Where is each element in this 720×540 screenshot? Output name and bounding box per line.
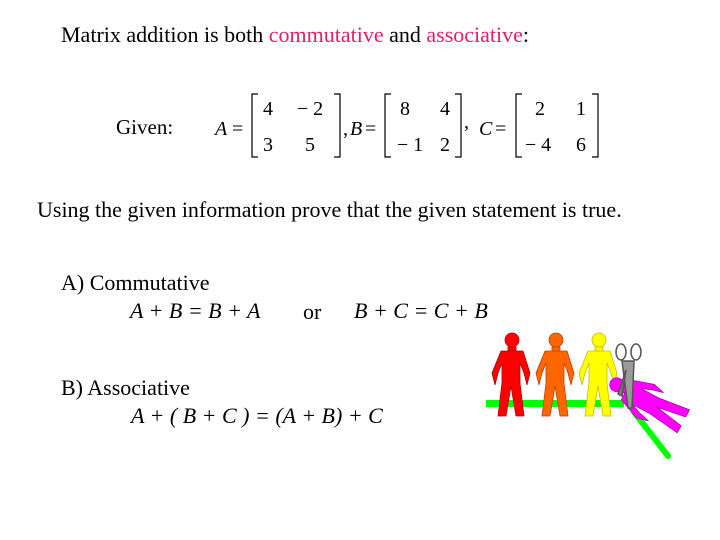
title-word-associative: associative [426,22,523,47]
title-middle: and [383,22,427,47]
matrix-b-cell-1-0: − 1 [396,134,424,156]
matrix-a-comma: , [343,118,348,140]
matrix-c-cell-0-1: 1 [576,98,586,120]
title-suffix: : [522,22,530,47]
matrix-b-cell-0-0: 8 [400,98,410,120]
matrix-b-equals: = [365,118,377,140]
matrix-a-name: A [215,118,228,140]
matrix-a-cell-1-1: 5 [305,134,315,156]
matrix-c-cell-1-1: 6 [576,134,586,156]
section-b-heading: B) Associative [61,375,190,400]
matrix-b-cell-1-1: 2 [440,134,450,156]
section-a-equation-1: A + B = B + A [130,298,261,323]
matrix-a-cell-0-0: 4 [263,98,273,120]
matrix-c-cell-0-0: 2 [535,98,545,120]
matrix-a-cell-1-0: 3 [263,134,273,156]
section-a-equation-2: B + C = C + B [354,298,488,323]
matrix-a-cell-0-1: − 2 [296,98,324,120]
matrix-a-equals: = [232,118,244,140]
instruction-text: Using the given information prove that the given statement is true. [37,197,622,222]
section-a-or: or [303,299,322,324]
matrix-c-equals: = [495,118,507,140]
matrix-b-comma: , [464,111,469,133]
given-label: Given: [116,115,174,139]
matrix-b-name: B [350,118,363,140]
title-word-commutative: commutative [268,22,384,47]
section-b-equation: A + ( B + C ) = (A + B) + C [131,403,383,428]
section-a-heading: A) Commutative [61,270,210,295]
title-prefix: Matrix addition is both [61,22,269,47]
matrix-b-cell-0-1: 4 [440,98,450,120]
matrix-c-name: C [479,118,493,140]
matrix-c-cell-1-0: − 4 [524,134,552,156]
